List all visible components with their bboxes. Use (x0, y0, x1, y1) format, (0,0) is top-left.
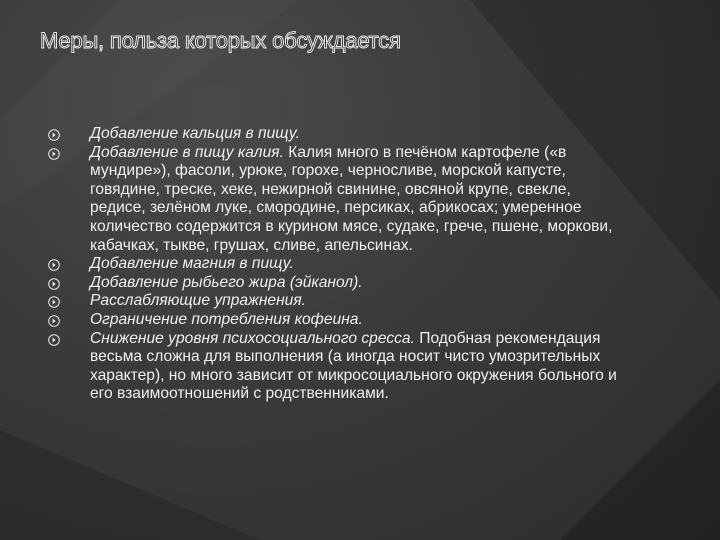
list-item (48, 311, 628, 330)
list-item (48, 125, 628, 144)
list-item (48, 144, 628, 256)
circled-arrow-bullet-icon (48, 315, 60, 327)
item-lead: Добавление в пищу калия. (90, 143, 284, 161)
item-lead: Снижение уровня психосоциального сресса. (90, 329, 415, 347)
circled-arrow-bullet-icon (48, 148, 60, 160)
item-lead: Добавление магния в пищу. (90, 255, 294, 273)
item-lead: Расслабляющие упражнения. (90, 292, 306, 310)
circled-arrow-bullet-icon (48, 296, 60, 308)
list-item (48, 255, 628, 274)
slide-title: Меры, польза которых обсуждается (40, 28, 401, 53)
circled-arrow-bullet-icon (48, 129, 60, 141)
bullet-list (48, 125, 628, 404)
item-text: Калия много в печёном картофеле («в мундире»), фасоли, урюке, горохе, черносливе, морской капусте, говядине, треске, хеке, нежирной свинине, овсяной крупе, свекле, редисе, зелёном луке, смородине, персиках, абрикосах; умеренное количество содержится в курином мясе, судаке, грече, пшене, моркови, кабачках, тыкве, грушах, сливе, апельсинах. (90, 143, 613, 254)
item-lead: Ограничение потребления кофеина. (90, 310, 363, 328)
circled-arrow-bullet-icon (48, 278, 60, 290)
list-item (48, 330, 628, 404)
item-lead: Добавление кальция в пищу. (90, 125, 300, 142)
list-item (48, 274, 628, 293)
item-lead: Добавление рыбьего жира (эйканол). (90, 273, 363, 291)
item-text: Подобная рекомендация весьма сложна для выполнения (а иногда носит чисто умозрительных характер), но много зависит от микросоциального окружения больного и его взаимоотношений с родственниками. (90, 329, 617, 403)
circled-arrow-bullet-icon (48, 259, 60, 271)
circled-arrow-bullet-icon (48, 334, 60, 346)
list-item (48, 292, 628, 311)
